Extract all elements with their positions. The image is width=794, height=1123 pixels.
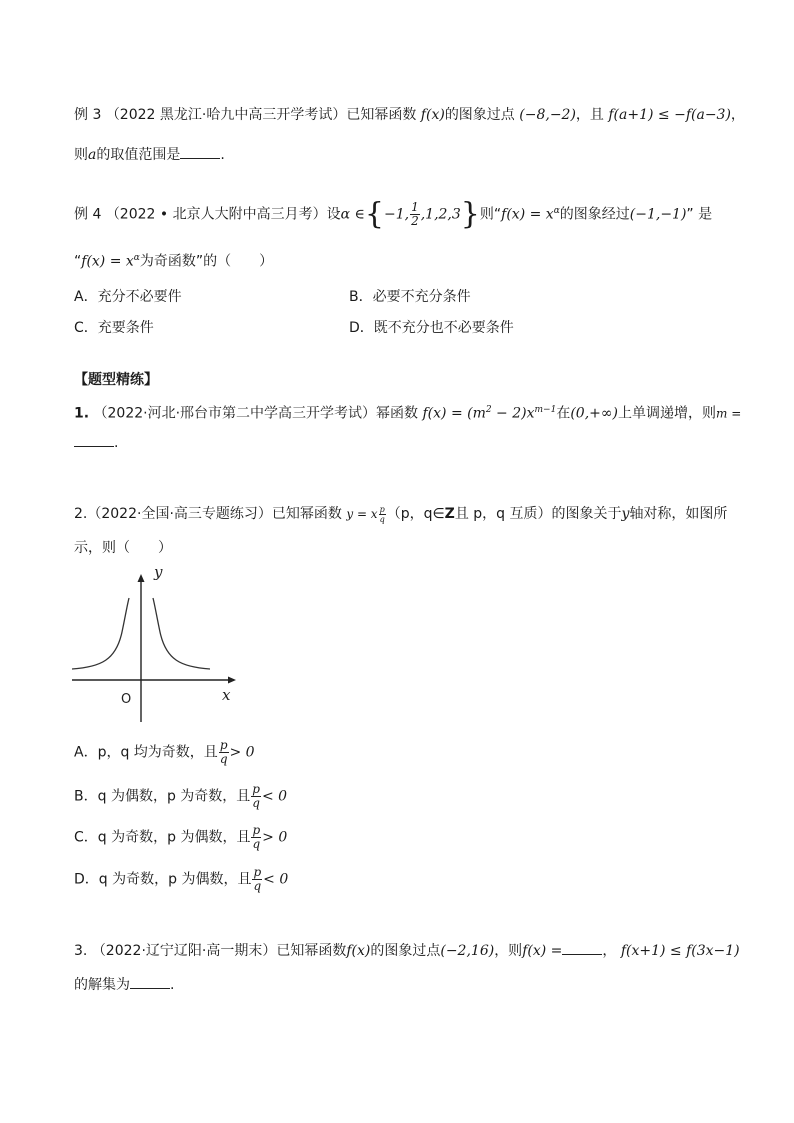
question-1-source: （2022·河北·邢台市第二中学高三开学考试）	[93, 405, 377, 422]
question-3-source: （2022·辽宁辽阳·高一期末）	[91, 943, 277, 959]
origin-label: O	[121, 692, 132, 707]
x-axis-arrow	[228, 677, 236, 684]
option-b[interactable]: B．q 为偶数，p 为奇数，且 $\frac{p}{q}$ < 0	[74, 782, 288, 810]
question-2-source: （2022·全国·高三专题练习）	[87, 506, 272, 522]
y-axis-label: y	[154, 563, 163, 581]
example-3-label: 例 3	[74, 107, 102, 123]
option-a[interactable]: A．充分不必要件	[74, 289, 182, 305]
exponent-fraction: $\frac{p}{q}$	[379, 505, 385, 525]
function-fx: f(x)	[420, 107, 445, 123]
answer-blank-1[interactable]	[562, 940, 602, 955]
y-axis-arrow	[138, 574, 145, 582]
answer-blank-2[interactable]	[130, 974, 170, 989]
curve-left-branch	[72, 598, 129, 669]
x-axis-label: x	[222, 686, 231, 704]
question-2-line-1: 2.（2022·全国·高三专题练习）已知幂函数 y = x $\frac{p}{q}$ （p，q∈Z且 p，q 互质）的图象关于y轴对称，如图所	[74, 505, 728, 525]
option-a[interactable]: A．p，q 均为奇数，且 $\frac{p}{q}$ > 0	[74, 738, 255, 766]
option-d[interactable]: D．既不充分也不必要条件	[349, 320, 514, 336]
answer-blank[interactable]	[74, 432, 114, 447]
example-4-source: （2022 • 北京人大附中高三月考）	[105, 206, 327, 223]
inequality: f(a+1) ≤ −f(a−3)	[608, 107, 731, 123]
example-3-line-1: 例 3 （2022 黑龙江·哈九中高三开学考试）已知幂函数 f(x)的图象过点 (−8,−2)，且 f(a+1) ≤ −f(a−3)，	[74, 107, 745, 123]
question-1-line-2: .	[74, 432, 118, 453]
question-2-line-2: 示，则（ ）	[74, 540, 172, 556]
example-4-line-1: 例 4 （2022 • 北京人大附中高三月考）设α ∈{−1, $\frac{1}{2}$ ,1,2,3}则“$f(x) = x^\alpha$的图象经过(−1,−1)” 是	[74, 196, 713, 232]
curve-right-branch	[153, 598, 210, 669]
example-4-label: 例 4	[74, 206, 102, 223]
fraction-one-half: $\frac{1}{2}$	[411, 200, 419, 229]
question-3-line-1: 3. （2022·辽宁辽阳·高一期末）已知幂函数f(x)的图象过点(−2,16)，则f(x) = ， f(x+1) ≤ f(3x−1)	[74, 940, 740, 961]
section-title: 【题型精练】	[74, 372, 158, 388]
example-3-source: （2022 黑龙江·哈九中高三开学考试）	[105, 107, 347, 123]
question-1-line-1: 1. （2022·河北·邢台市第二中学高三开学考试）幂函数 $f(x) = (m^2 - 2)x^{m-1}$在(0,+∞)上单调递增，则m =	[74, 405, 742, 422]
example-3-line-2: 则a的取值范围是 .	[74, 144, 225, 165]
option-d[interactable]: D．q 为奇数，p 为偶数，且 $\frac{p}{q}$ < 0	[74, 865, 289, 893]
point: (−8,−2)	[519, 107, 576, 123]
example-4-line-2: “$f(x) = x^\alpha$为奇函数”的（ ）	[74, 253, 274, 270]
option-c[interactable]: C．充要条件	[74, 320, 154, 336]
answer-blank[interactable]	[180, 144, 220, 159]
question-3-line-2: 的解集为 .	[74, 974, 174, 995]
power-function-graph	[66, 560, 246, 730]
option-c[interactable]: C．q 为奇数，p 为偶数，且 $\frac{p}{q}$ > 0	[74, 823, 288, 851]
option-b[interactable]: B．必要不充分条件	[349, 289, 471, 305]
